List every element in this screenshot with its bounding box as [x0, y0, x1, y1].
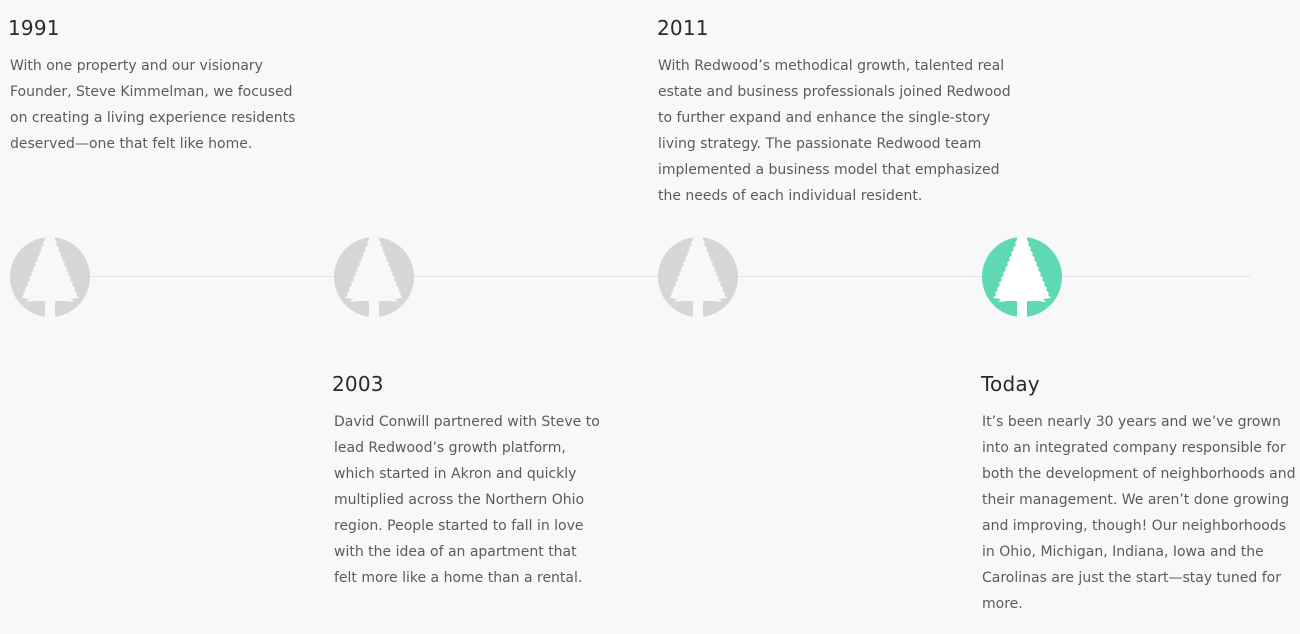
- timeline-marker-1991: [10, 237, 90, 317]
- timeline-line: [50, 276, 1250, 277]
- milestone-title-today: Today: [981, 372, 1040, 396]
- timeline-marker-2011: [658, 237, 738, 317]
- timeline-marker-today: [982, 237, 1062, 317]
- milestone-body-today: It’s been nearly 30 years and we’ve grown into an integrated company responsible for both the development of neighborhoods and their management. We aren’t done growing and improving, though! Our neighborhoods in Ohio, Michigan, Indiana, Iowa and the Carolinas are just the start—stay tuned for more.: [982, 414, 1296, 612]
- milestone-body-2003: David Conwill partnered with Steve to lead Redwood’s growth platform, which started in Akron and quickly multiplied across the Northern Ohio region. People started to fall in love with the idea of an apartment that felt more like a home than a rental.: [334, 414, 600, 586]
- tree-icon: [10, 237, 90, 317]
- tree-icon: [982, 237, 1062, 317]
- timeline-marker-2003: [334, 237, 414, 317]
- milestone-title-2003: 2003: [332, 372, 384, 396]
- milestone-body-1991: With one property and our visionary Founder, Steve Kimmelman, we focused on creating a living experience residents deserved—one that felt like home.: [10, 58, 296, 152]
- milestone-title-1991: 1991: [8, 16, 60, 40]
- tree-icon: [658, 237, 738, 317]
- tree-icon: [334, 237, 414, 317]
- milestone-body-2011: With Redwood’s methodical growth, talented real estate and business professionals joined Redwood to further expand and enhance the single-story living strategy. The passionate Redwood team implemented a business model that emphasized the needs of each individual resident.: [658, 58, 1011, 204]
- milestone-title-2011: 2011: [657, 16, 709, 40]
